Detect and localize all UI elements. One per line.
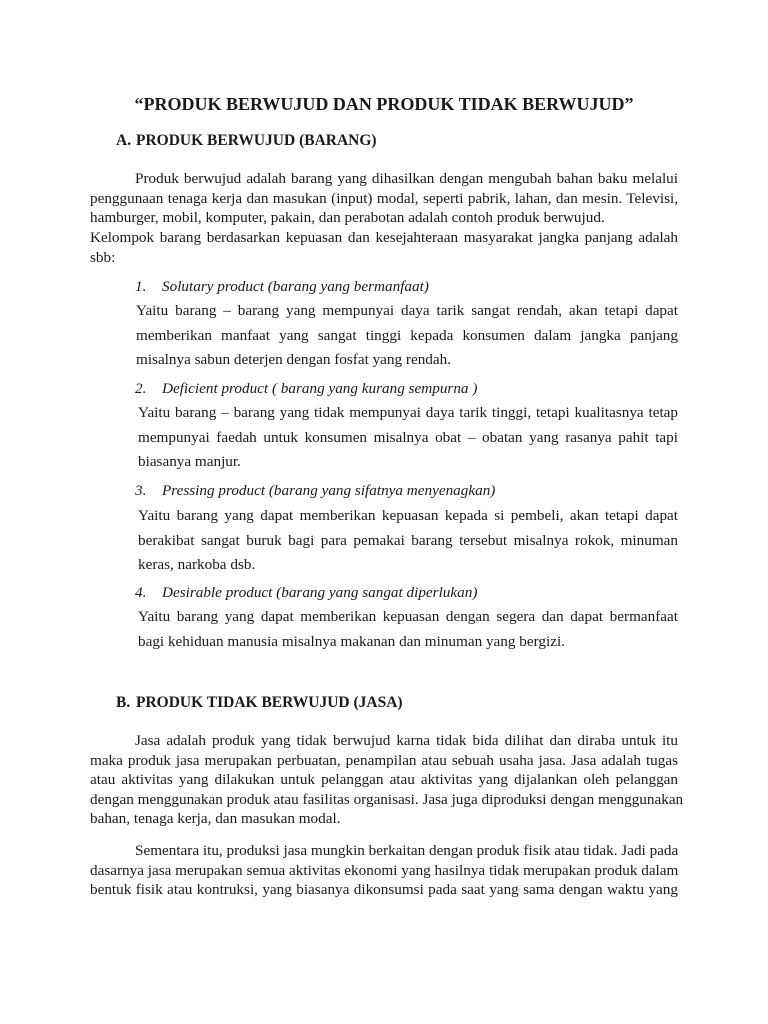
section-letter: A. — [116, 132, 132, 149]
text-line: Yaitu barang – barang yang tidak mempunyai daya tarik tinggi, tetapi kualitasnya tetap — [138, 404, 678, 421]
text-line: maka produk jasa merupakan perbuatan, penampilan atau sebuah usaha jasa. Jasa adalah tugas — [90, 751, 678, 769]
text-line: berakibat sangat buruk bagi para pemakai barang tersebut misalnya rokok, minuman — [138, 531, 678, 549]
text-line: Yaitu barang – barang yang mempunyai daya tarik sangat rendah, akan tetapi dapat — [136, 302, 678, 319]
text-line: Yaitu barang yang dapat memberikan kepuasan dengan segera dan dapat bermanfaat — [138, 608, 678, 625]
text-line: bahan, tenaga kerja, dan masukan modal. — [90, 810, 341, 828]
list-item-body — [138, 605, 678, 654]
list-number: 1. — [135, 278, 147, 295]
list-title: Pressing product (barang yang sifatnya menyenagkan) — [162, 482, 496, 499]
list-title: Deficient product ( barang yang kurang sempurna ) — [162, 380, 478, 397]
section-title: PRODUK BERWUJUD (BARANG) — [136, 132, 377, 149]
section-a-paragraph-2 — [90, 228, 678, 267]
section-b-paragraph-2 — [90, 841, 678, 900]
text-line: Jasa adalah produk yang tidak berwujud karna tidak bida dilihat dan diraba untuk itu — [135, 732, 678, 749]
text-line: memberikan manfaat yang sangat tinggi kepada konsumen dalam jangka panjang — [136, 326, 678, 344]
list-title: Solutary product (barang yang bermanfaat) — [162, 278, 429, 295]
section-b-paragraph-1 — [90, 731, 684, 829]
text-line: sbb: — [90, 248, 116, 266]
text-line: penggunaan tenaga kerja dan masukan (input) modal, seperti pabrik, lahan, dan mesin. Televisi, — [90, 189, 678, 207]
text-line: dengan menggunakan produk atau fasilitas organisasi. Jasa juga diproduksi dengan menggunakan — [90, 790, 684, 808]
text-line: Kelompok barang berdasarkan kepuasan dan kesejahteraan masyarakat jangka panjang adalah — [90, 229, 678, 246]
text-line: misalnya sabun deterjen dengan fosfat yang rendah. — [136, 351, 452, 369]
section-a-paragraph — [90, 169, 678, 228]
list-number: 2. — [135, 380, 147, 397]
text-line: Sementara itu, produksi jasa mungkin berkaitan dengan produk fisik atau tidak. Jadi pada — [135, 842, 679, 859]
list-item-body — [136, 299, 678, 373]
text-line: bagi kehiduan manusia misalnya makanan dan minuman yang bergizi. — [138, 632, 565, 650]
document-title: “PRODUK BERWUJUD DAN PRODUK TIDAK BERWUJUD” — [134, 94, 634, 114]
text-line: atau aktivitas yang dilakukan untuk pelanggan atau aktivitas yang dijalankan oleh pelanggan — [90, 771, 678, 789]
section-letter: B. — [116, 694, 131, 711]
text-line: hamburger, mobil, komputer, pakain, dan perabotan adalah contoh produk berwujud. — [90, 209, 605, 227]
text-line: bentuk fisik atau kontruksi, yang biasanya dikonsumsi pada saat yang sama dengan waktu yang — [90, 881, 678, 899]
list-number: 4. — [135, 584, 147, 601]
list-title: Desirable product (barang yang sangat diperlukan) — [162, 584, 478, 601]
text-line: biasanya manjur. — [138, 453, 241, 471]
text-line: dasarnya jasa merupakan semua aktivitas ekonomi yang hasilnya tidak merupakan produk dalam — [90, 861, 679, 879]
section-title: PRODUK TIDAK BERWUJUD (JASA) — [136, 694, 403, 711]
list-item-body — [138, 504, 678, 578]
list-number: 3. — [135, 482, 147, 499]
list-item-body — [138, 401, 678, 475]
text-line: Yaitu barang yang dapat memberikan kepuasan kepada si pembeli, akan tetapi dapat — [138, 507, 678, 524]
text-line: mempunyai faedah untuk konsumen misalnya obat – obatan yang rasanya pahit tapi — [138, 428, 678, 446]
text-line: Produk berwujud adalah barang yang dihasilkan dengan mengubah bahan baku melalui — [135, 170, 678, 187]
text-line: keras, narkoba dsb. — [138, 556, 256, 574]
